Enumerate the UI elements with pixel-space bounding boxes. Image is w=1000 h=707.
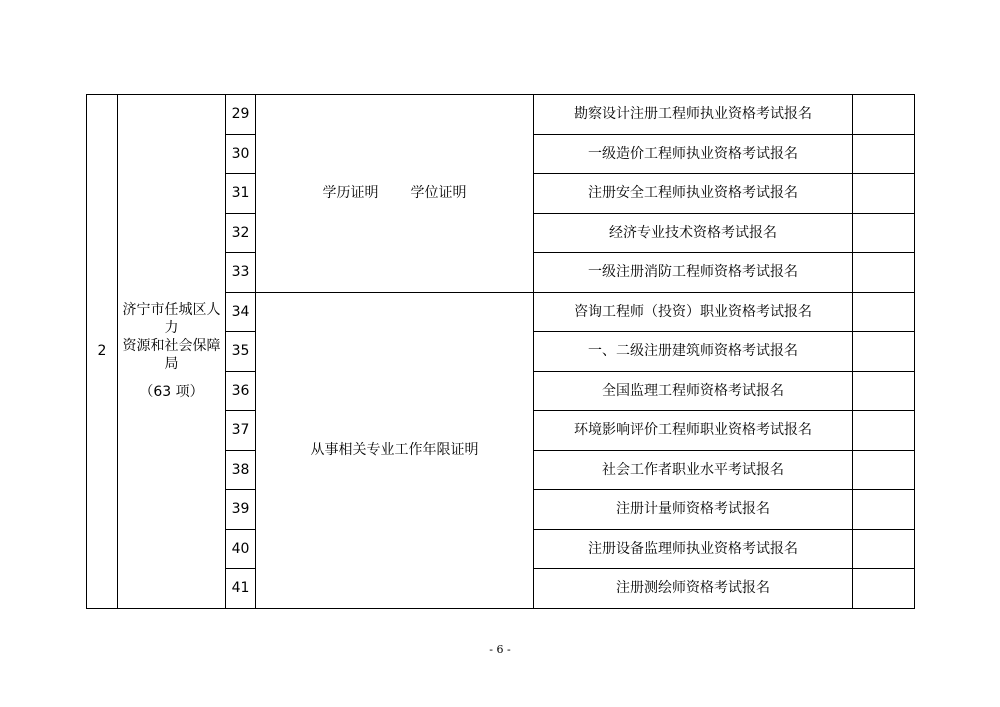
exam-item: 经济专业技术资格考试报名: [534, 213, 853, 253]
exam-item: 一、二级注册建筑师资格考试报名: [534, 332, 853, 372]
department-cell: [118, 95, 226, 609]
note-cell: [853, 332, 915, 372]
note-cell: [853, 253, 915, 293]
row-number: 38: [226, 450, 256, 490]
row-number: 35: [226, 332, 256, 372]
material-education-certificate: 学历证明: [322, 185, 379, 202]
department-name-line1: 济宁市任城区人力: [122, 302, 221, 337]
note-cell: [853, 490, 915, 530]
row-number: 33: [226, 253, 256, 293]
material-work-experience: 从事相关专业工作年限证明: [256, 292, 534, 608]
note-cell: [853, 371, 915, 411]
note-cell: [853, 529, 915, 569]
department-name-line2: 资源和社会保障局: [122, 338, 221, 373]
department-item-count: （63 项）: [139, 384, 204, 401]
material-cell-degree: [256, 95, 534, 293]
note-cell: [853, 174, 915, 214]
note-cell: [853, 95, 915, 135]
certificate-table: [86, 94, 915, 609]
row-number: 36: [226, 371, 256, 411]
row-number: 41: [226, 569, 256, 609]
exam-item: 环境影响评价工程师职业资格考试报名: [534, 411, 853, 451]
note-cell: [853, 450, 915, 490]
note-cell: [853, 411, 915, 451]
row-number: 29: [226, 95, 256, 135]
exam-item: 勘察设计注册工程师执业资格考试报名: [534, 95, 853, 135]
row-number: 40: [226, 529, 256, 569]
material-degree-certificate: 学位证明: [410, 185, 467, 202]
row-number: 31: [226, 174, 256, 214]
exam-item: 注册安全工程师执业资格考试报名: [534, 174, 853, 214]
exam-item: 咨询工程师（投资）职业资格考试报名: [534, 292, 853, 332]
exam-item: 一级造价工程师执业资格考试报名: [534, 134, 853, 174]
exam-item: 注册测绘师资格考试报名: [534, 569, 853, 609]
exam-item: 注册设备监理师执业资格考试报名: [534, 529, 853, 569]
section-number: 2: [87, 95, 118, 609]
note-cell: [853, 569, 915, 609]
row-number: 30: [226, 134, 256, 174]
note-cell: [853, 292, 915, 332]
row-number: 34: [226, 292, 256, 332]
exam-item: 社会工作者职业水平考试报名: [534, 450, 853, 490]
row-number: 32: [226, 213, 256, 253]
table-row: [87, 95, 915, 135]
note-cell: [853, 134, 915, 174]
page-number: - 6 -: [489, 643, 511, 656]
note-cell: [853, 213, 915, 253]
row-number: 39: [226, 490, 256, 530]
exam-item: 注册计量师资格考试报名: [534, 490, 853, 530]
exam-item: 全国监理工程师资格考试报名: [534, 371, 853, 411]
exam-item: 一级注册消防工程师资格考试报名: [534, 253, 853, 293]
row-number: 37: [226, 411, 256, 451]
